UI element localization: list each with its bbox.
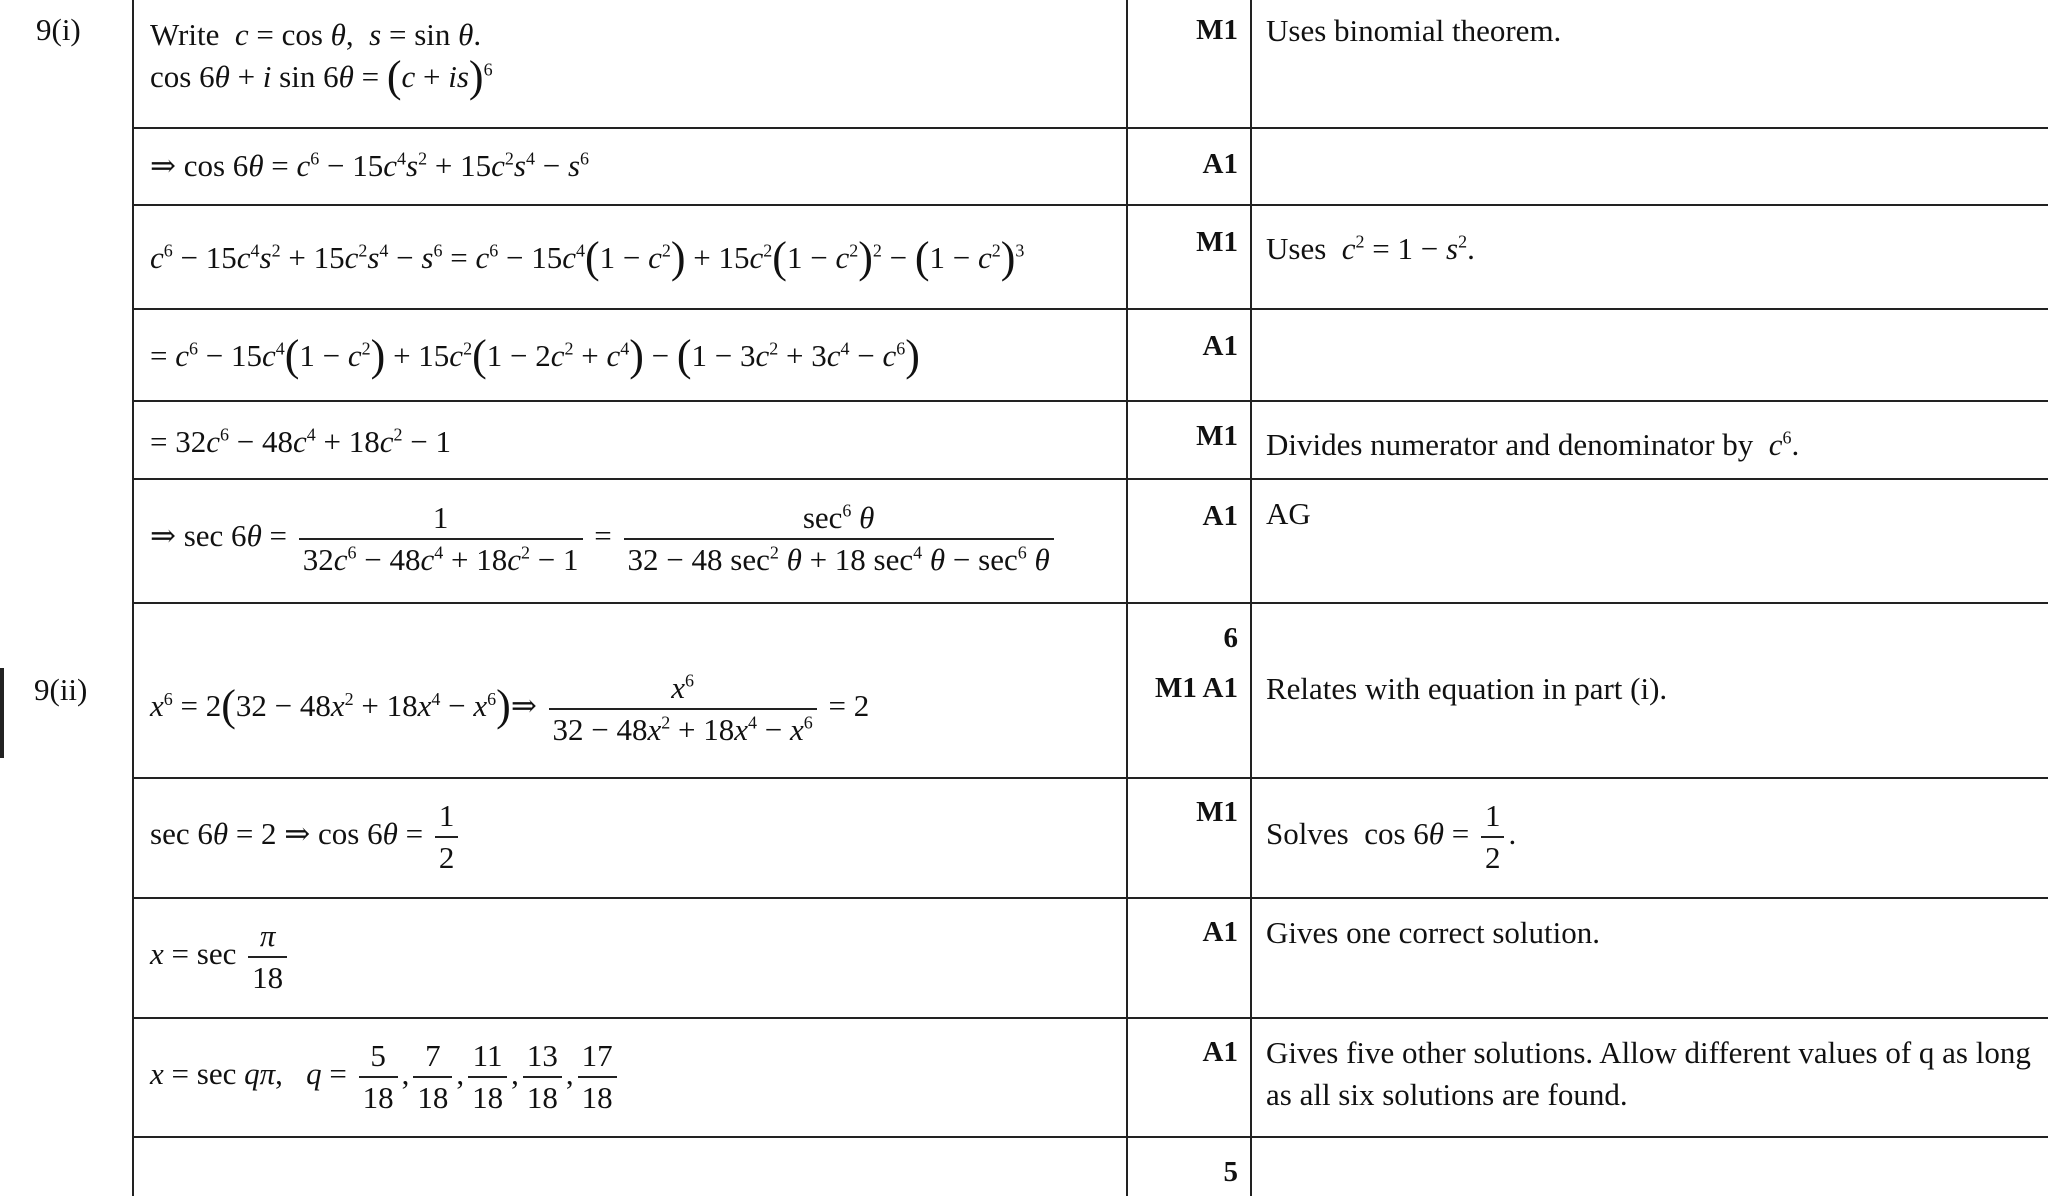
row-divider [133, 204, 2048, 206]
question-label-9ii: 9(ii) [34, 672, 88, 707]
mark-r6: A1 [1202, 500, 1238, 532]
row-divider [133, 127, 2048, 129]
answer-row-10: x = sec qπ, q = $\frac{5}{18}$ , $\frac{7}{18}$ , $\frac{11}{18}$ , $\frac{13}{18}$ , $\frac{17}{18}$ [150, 1036, 621, 1118]
mark-total-i: 6 [1223, 622, 1238, 654]
row-divider [133, 897, 2048, 899]
row-divider [133, 400, 2048, 402]
answer-row-3: $c^6 - 15c^4s^2 + 15c^2s^4 - s^6 = c^6 - 15c^4(1 - c^2) + 15c^2(1 - c^2)^2 - (1 - c^2)^3$ [150, 233, 1025, 282]
row-divider [133, 602, 2048, 604]
mark-r10: A1 [1202, 1036, 1238, 1068]
answer-row-1: Write c = cos θ, s = sin θ. cos 6θ + i sin 6θ = (c + is)$^6$ [150, 17, 493, 101]
guidance-r9: Gives one correct solution. [1266, 915, 1601, 950]
answer-row-9: x = sec $\frac{\pi}{18}$ [150, 916, 291, 998]
fraction: $\frac{x^6}{32 - 48x^2 + 18x^4 - x^6}$ [549, 668, 817, 750]
mark-total-ii: 5 [1223, 1156, 1238, 1188]
fraction: $\frac{1}{32c^6 - 48c^4 + 18c^2 - 1}$ [299, 498, 583, 580]
answer-row-4: = $c^6 - 15c^4(1 - c^2) + 15c^2(1 - 2c^2 + c^4) - (1 - 3c^2 + 3c^4 - c^6)$ [150, 331, 920, 380]
fraction: $\frac{\pi}{18}$ [248, 916, 287, 998]
row-divider [133, 308, 2048, 310]
mark-r3: M1 [1196, 226, 1238, 258]
guidance-r10: Gives five other solutions. Allow different values of q as long as all six solutions are found. [1266, 1035, 2031, 1112]
row-divider [133, 1017, 2048, 1019]
mark-r7: M1 A1 [1155, 672, 1238, 704]
row-divider [133, 478, 2048, 480]
answer-row-6: ⇒ sec 6θ = $\frac{1}{32c^6 - 48c^4 + 18c^2 - 1}$ = $\frac{\sec^6 \theta}{32 - 48 \sec^2 \theta + 18 \sec^4 \theta - \sec^6 \theta}$ [150, 498, 1058, 580]
fraction: $\frac{13}{18}$ [523, 1036, 562, 1118]
guidance-r6: AG [1266, 496, 1311, 531]
answer-row-2: ⇒ $\cos 6\theta = c^6 - 15c^4s^2 + 15c^2s^4 - s^6$ [150, 148, 590, 183]
answer-row-5: = $32c^6 - 48c^4 + 18c^2 - 1$ [150, 424, 451, 459]
fraction: $\frac{7}{18}$ [413, 1036, 452, 1118]
fraction: $\frac{5}{18}$ [359, 1036, 398, 1118]
fraction: $\frac{17}{18}$ [578, 1036, 617, 1118]
question-label-9i: 9(i) [36, 12, 81, 47]
guidance-r3: Uses $c^2 = 1 - s^2$. [1266, 231, 1475, 266]
guidance-r8: Solves cos 6θ = $\frac{1}{2}$ . [1266, 796, 1516, 878]
mark-r1: M1 [1196, 14, 1238, 46]
row-divider [133, 1136, 2048, 1138]
guidance-r1: Uses binomial theorem. [1266, 13, 1562, 48]
mark-r9: A1 [1202, 916, 1238, 948]
mark-r5: M1 [1196, 420, 1238, 452]
answer-row-8: sec 6θ = 2 ⇒ cos 6θ = $\frac{1}{2}$ [150, 796, 462, 878]
fraction: $\frac{1}{2}$ [1481, 796, 1505, 878]
margin-tick [0, 668, 4, 758]
row-divider [133, 777, 2048, 779]
fraction: $\frac{1}{2}$ [435, 796, 459, 878]
guidance-r7: Relates with equation in part (i). [1266, 671, 1668, 706]
fraction: $\frac{\sec^6 \theta}{32 - 48 \sec^2 \theta + 18 \sec^4 \theta - \sec^6 \theta}$ [624, 498, 1054, 580]
mark-r8: M1 [1196, 796, 1238, 828]
mark-r2: A1 [1202, 148, 1238, 180]
answer-row-7: $x^6 = 2(32 - 48x^2 + 18x^4$ − $x^6)\Rightarrow$ $\frac{x^6}{32 - 48x^2 + 18x^4 - x^6}$ = 2 [150, 668, 869, 750]
mark-r4: A1 [1202, 330, 1238, 362]
fraction: $\frac{11}{18}$ [468, 1036, 507, 1118]
guidance-r5: Divides numerator and denominator by $c^6$. [1266, 427, 1800, 462]
